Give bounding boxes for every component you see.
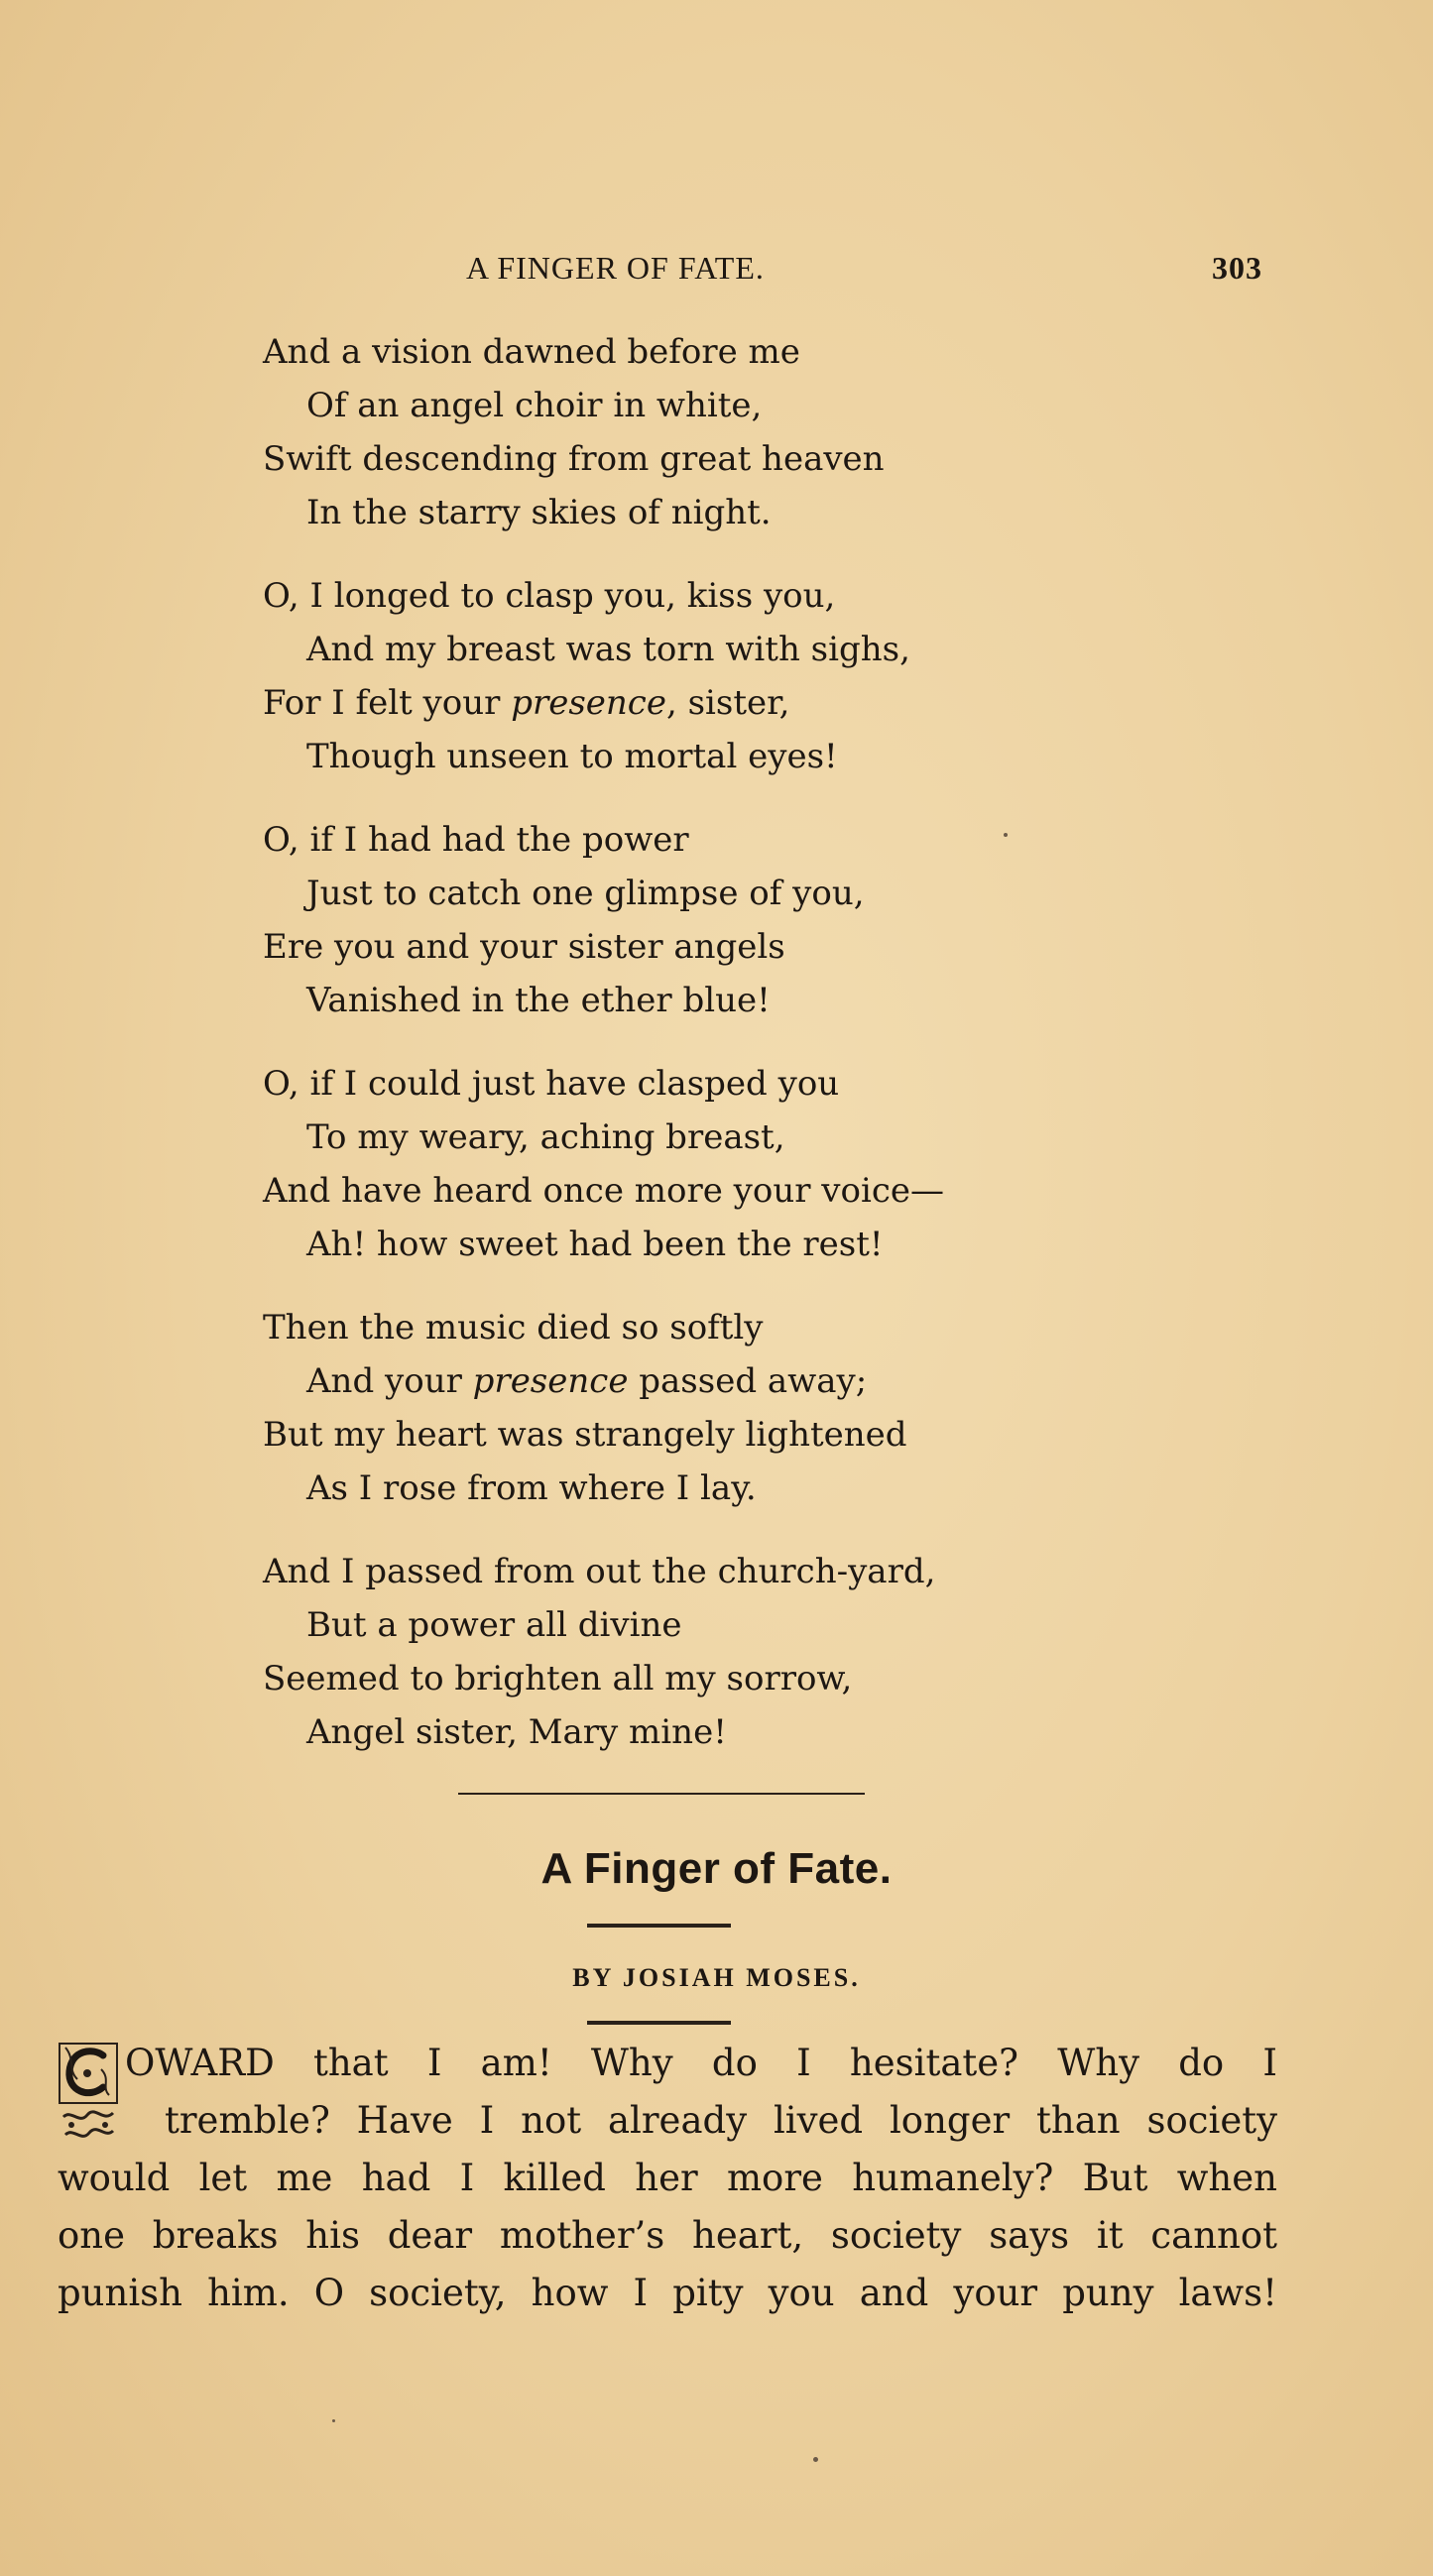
poem-line: O, if I had had the power: [263, 820, 689, 860]
poem-line: To my weary, aching breast,: [306, 1117, 785, 1157]
poem: [263, 325, 1155, 1789]
paper-speck: [332, 2419, 335, 2422]
body-line: one breaks his dear mother’s heart, society says it cannot: [58, 2214, 1277, 2257]
running-title: A FINGER OF FATE.: [466, 250, 765, 286]
poem-line: O, if I could just have clasped you: [263, 1064, 840, 1104]
poem-line: And have heard once more your voice—: [263, 1171, 945, 1211]
running-head: [0, 250, 1433, 290]
body-line: OWARD that I am! Why do I hesitate? Why do I: [125, 2042, 1277, 2084]
article-body: [58, 2035, 1277, 2322]
poem-line: But my heart was strangely lightened: [263, 1415, 907, 1455]
stanza: [263, 569, 1155, 783]
poem-line: For I felt your presence, sister,: [263, 683, 790, 723]
paper-speck: [813, 2457, 818, 2462]
title-rule: [587, 1924, 731, 1928]
poem-line: Swift descending from great heaven: [263, 439, 885, 479]
poem-line: Ah! how sweet had been the rest!: [306, 1225, 884, 1264]
poem-line: As I rose from where I lay.: [306, 1468, 757, 1508]
poem-line: In the starry skies of night.: [306, 493, 772, 532]
poem-line: O, I longed to clasp you, kiss you,: [263, 576, 836, 616]
poem-line: And I passed from out the church-yard,: [263, 1552, 936, 1591]
paper-speck: [1004, 833, 1008, 837]
stanza: [263, 1057, 1155, 1271]
stanza: [263, 813, 1155, 1027]
stanza: [263, 1301, 1155, 1515]
byline: BY JOSIAH MOSES.: [572, 1963, 861, 1992]
poem-line: Then the music died so softly: [263, 1308, 764, 1347]
stanza: [263, 325, 1155, 539]
poem-line: Vanished in the ether blue!: [306, 981, 771, 1020]
poem-line: Ere you and your sister angels: [263, 927, 785, 967]
body-line: punish him. O society, how I pity you and your puny laws!: [58, 2272, 1277, 2314]
stanza: [263, 1545, 1155, 1759]
poem-line: And my breast was torn with sighs,: [306, 630, 910, 669]
poem-line: And a vision dawned before me: [263, 332, 800, 372]
body-line: tremble? Have I not already lived longer than society: [165, 2099, 1277, 2142]
poem-line: Angel sister, Mary mine!: [306, 1712, 727, 1752]
poem-line: Seemed to brighten all my sorrow,: [263, 1659, 853, 1698]
body-line: would let me had I killed her more humanely? But when: [58, 2157, 1277, 2199]
section-divider: [458, 1793, 865, 1795]
poem-line: Of an angel choir in white,: [306, 386, 763, 425]
page-number: 303: [1212, 250, 1262, 286]
article-title: A Finger of Fate.: [540, 1844, 893, 1893]
byline-rule: [587, 2021, 731, 2025]
poem-line: Just to catch one glimpse of you,: [306, 874, 865, 913]
poem-line: Though unseen to mortal eyes!: [306, 737, 838, 776]
poem-line: And your presence passed away;: [306, 1361, 868, 1401]
poem-line: But a power all divine: [306, 1605, 682, 1645]
